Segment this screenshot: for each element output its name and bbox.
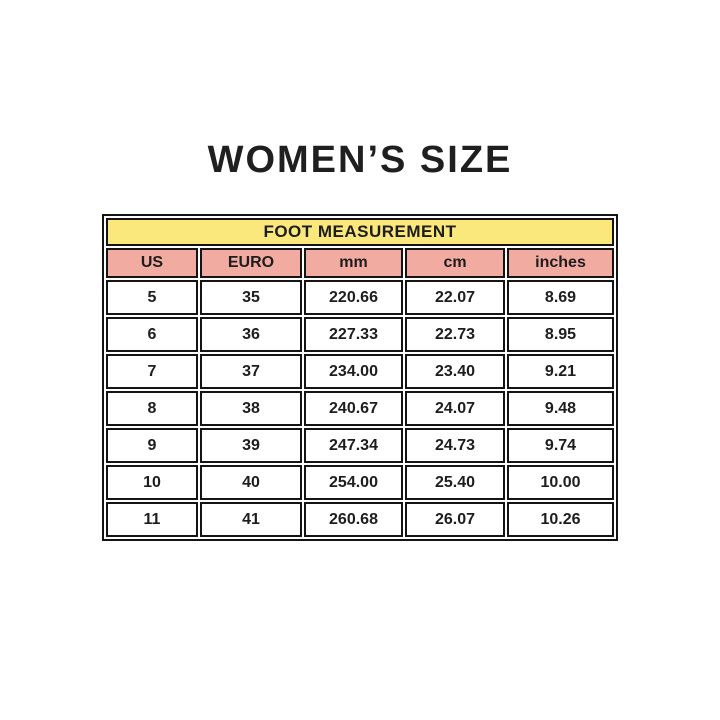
table-cell: 247.34 — [304, 428, 403, 463]
table-cell: 10.26 — [507, 502, 614, 537]
table-cell: 22.07 — [405, 280, 505, 315]
table-cell: 6 — [106, 317, 198, 352]
table-cell: 38 — [200, 391, 302, 426]
section-header-row — [106, 218, 614, 246]
table-cell: 22.73 — [405, 317, 505, 352]
table-cell: 41 — [200, 502, 302, 537]
column-header-euro: EURO — [200, 248, 302, 278]
table-cell: 220.66 — [304, 280, 403, 315]
table-cell: 25.40 — [405, 465, 505, 500]
table-cell: 260.68 — [304, 502, 403, 537]
table-cell: 9 — [106, 428, 198, 463]
table-row — [106, 317, 614, 352]
table-row — [106, 354, 614, 389]
section-header-foot-measurement: FOOT MEASUREMENT — [106, 218, 614, 246]
table-cell: 234.00 — [304, 354, 403, 389]
table-cell: 37 — [200, 354, 302, 389]
column-header-mm: mm — [304, 248, 403, 278]
foot-measurement-table — [102, 214, 618, 541]
table-cell: 227.33 — [304, 317, 403, 352]
table-row — [106, 465, 614, 500]
column-header-inches: inches — [507, 248, 614, 278]
table-row — [106, 391, 614, 426]
table-cell: 39 — [200, 428, 302, 463]
table-row — [106, 280, 614, 315]
table-cell: 40 — [200, 465, 302, 500]
column-header-us: US — [106, 248, 198, 278]
page-title: WOMEN’S SIZE — [207, 139, 513, 181]
column-header-row — [106, 248, 614, 278]
table-cell: 8.69 — [507, 280, 614, 315]
table-cell: 8.95 — [507, 317, 614, 352]
table-cell: 24.07 — [405, 391, 505, 426]
table-cell: 10.00 — [507, 465, 614, 500]
table-row — [106, 428, 614, 463]
table-cell: 5 — [106, 280, 198, 315]
table-cell: 9.21 — [507, 354, 614, 389]
table-cell: 7 — [106, 354, 198, 389]
table-cell: 26.07 — [405, 502, 505, 537]
table-cell: 254.00 — [304, 465, 403, 500]
table-cell: 9.74 — [507, 428, 614, 463]
table-cell: 9.48 — [507, 391, 614, 426]
table-cell: 10 — [106, 465, 198, 500]
column-header-cm: cm — [405, 248, 505, 278]
table-cell: 240.67 — [304, 391, 403, 426]
table-cell: 36 — [200, 317, 302, 352]
table-cell: 24.73 — [405, 428, 505, 463]
table-cell: 8 — [106, 391, 198, 426]
table-row — [106, 502, 614, 537]
table-cell: 23.40 — [405, 354, 505, 389]
table-body — [106, 280, 614, 537]
table-cell: 11 — [106, 502, 198, 537]
table-cell: 35 — [200, 280, 302, 315]
